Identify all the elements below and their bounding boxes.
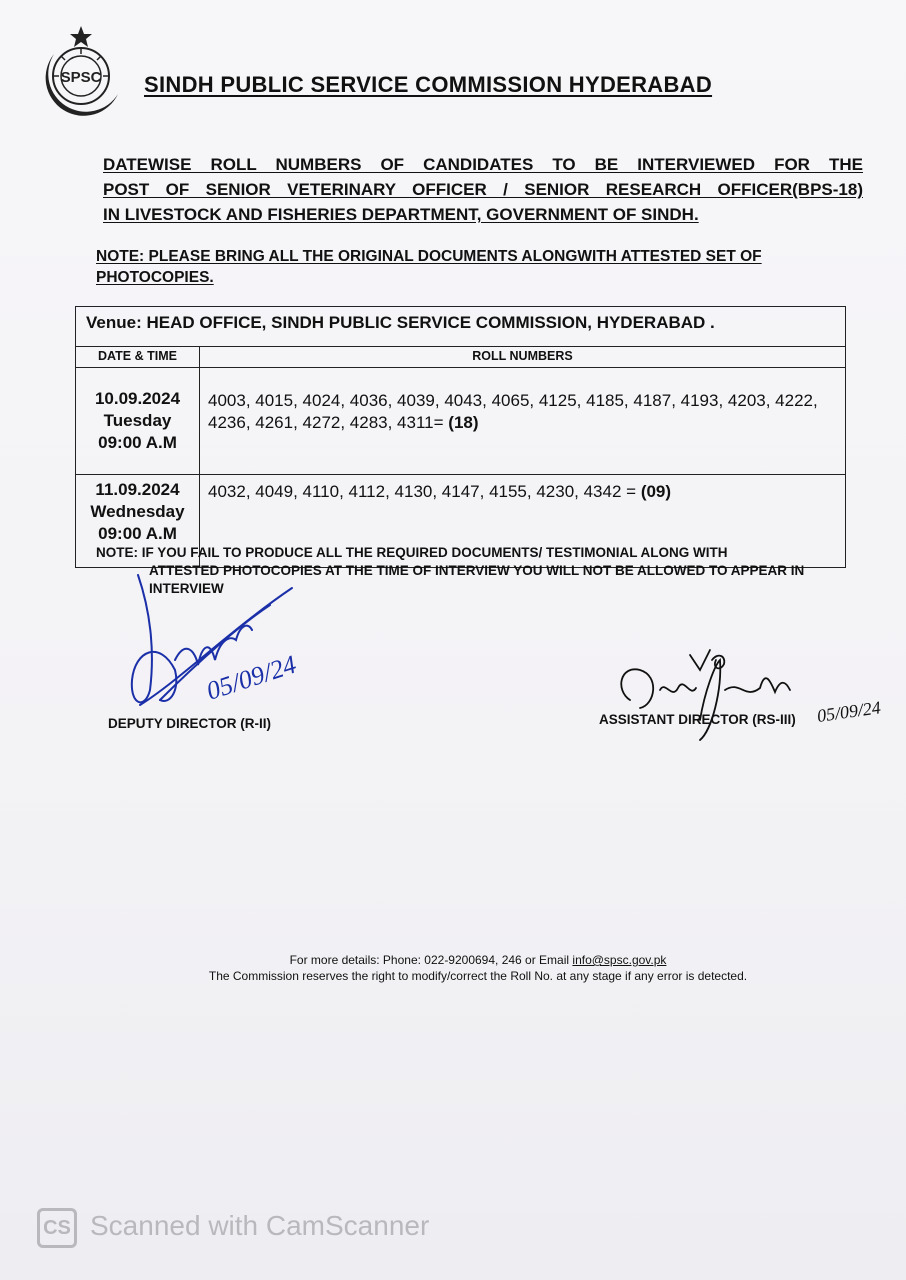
note-line: PHOTOCOPIES. — [96, 269, 214, 286]
document-heading — [103, 152, 863, 227]
column-header-rolls: ROLL NUMBERS — [200, 347, 846, 368]
column-header-date: DATE & TIME — [76, 347, 200, 368]
right-signature-date: 05/09/24 — [815, 697, 882, 726]
assistant-director-title: ASSISTANT DIRECTOR (RS-III) — [599, 712, 796, 727]
note-line: NOTE: PLEASE BRING ALL THE ORIGINAL DOCUMENTS ALONGWITH ATTESTED SET OF — [96, 248, 762, 265]
note-line: NOTE: IF YOU FAIL TO PRODUCE ALL THE REQUIRED DOCUMENTS/ TESTIMONIAL ALONG WITH — [96, 545, 728, 560]
interview-date: 11.09.2024 — [95, 480, 180, 499]
table-row — [76, 368, 846, 475]
camscanner-watermark: Scanned with CamScanner — [90, 1210, 430, 1241]
logo-text: SPSC — [60, 69, 102, 86]
note-line: ATTESTED PHOTOCOPIES AT THE TIME OF INTERVIEW YOU WILL NOT BE ALLOWED TO APPEAR IN — [149, 563, 805, 578]
interview-day: Tuesday — [103, 411, 172, 430]
deputy-director-title: DEPUTY DIRECTOR (R-II) — [108, 716, 272, 731]
roll-numbers: 4003, 4015, 4024, 4036, 4039, 4043, 4065, 4125, 4185, 4187, 4193, 4203, 4222, 4236, 4261, 4272, 4283, 4311= — [208, 391, 818, 432]
note-warning — [96, 544, 856, 598]
interview-date: 10.09.2024 — [94, 389, 181, 408]
interview-day: Wednesday — [90, 502, 185, 521]
camscanner-logo: CS — [37, 1208, 77, 1248]
left-signature-date: 05/09/24 — [202, 649, 300, 706]
footer — [150, 952, 806, 984]
note-line: INTERVIEW — [149, 581, 224, 596]
heading-line: DATEWISE ROLL NUMBERS OF CANDIDATES TO BE INTERVIEWED FOR THE — [103, 155, 863, 174]
footer-contact — [150, 952, 806, 968]
footer-disclaimer: The Commission reserves the right to modify/correct the Roll No. at any stage if any error is detected. — [208, 969, 748, 983]
organization-title: SINDH PUBLIC SERVICE COMMISSION HYDERABAD — [144, 72, 713, 97]
email-link[interactable]: info@spsc.gov.pk — [572, 953, 667, 967]
interview-time: 09:00 A.M — [98, 433, 177, 452]
roll-count: (18) — [448, 413, 479, 432]
heading-line: IN LIVESTOCK AND FISHERIES DEPARTMENT, GOVERNMENT OF SINDH. — [103, 205, 699, 224]
roll-numbers: 4032, 4049, 4110, 4112, 4130, 4147, 4155, 4230, 4342 = — [208, 482, 637, 501]
heading-line: POST OF SENIOR VETERINARY OFFICER / SENIOR RESEARCH OFFICER(BPS-18) — [103, 180, 863, 199]
interview-schedule-table — [75, 306, 846, 568]
interview-time: 09:00 A.M — [98, 524, 177, 543]
note-documents — [96, 246, 848, 288]
date-time-cell — [76, 368, 200, 475]
roll-numbers-cell — [200, 368, 846, 475]
venue-cell: Venue: HEAD OFFICE, SINDH PUBLIC SERVICE COMMISSION, HYDERABAD . — [76, 307, 846, 347]
spsc-logo — [36, 24, 126, 124]
footer-contact-text: For more details: Phone: 022-9200694, 246 or Email — [289, 953, 573, 967]
roll-count: (09) — [640, 482, 672, 501]
